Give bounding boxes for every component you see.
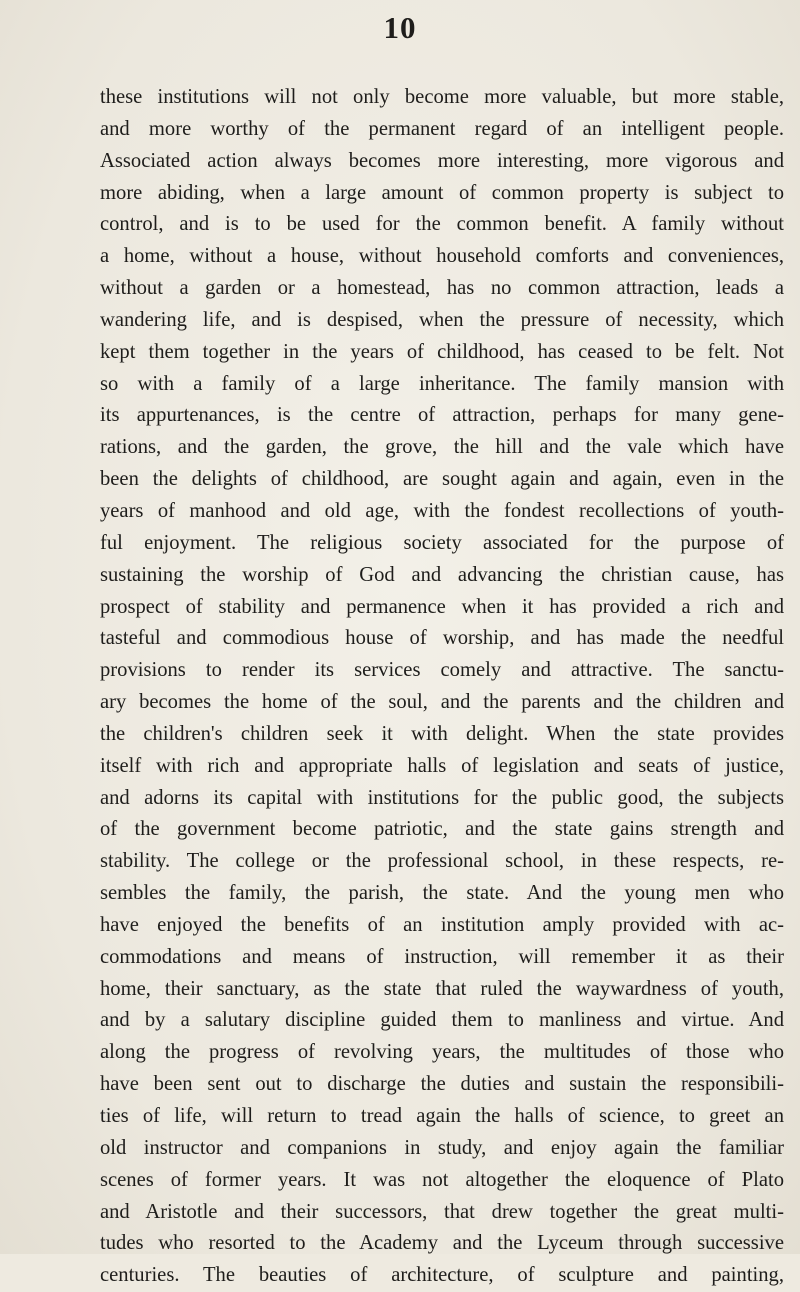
text-line: Associated action always becomes more interesting, more vigorous and xyxy=(100,149,784,172)
text-line: sembles the family, the parish, the state. And the young men who xyxy=(100,882,784,905)
text-line: prospect of stability and permanence when it has provided a rich and xyxy=(100,595,784,618)
text-line: years of manhood and old age, with the fondest recollections of youth- xyxy=(100,499,784,522)
text-line: tasteful and commodious house of worship, and has made the needful xyxy=(100,627,784,650)
text-line: ary becomes the home of the soul, and the parents and the children and xyxy=(100,691,784,714)
text-line: rations, and the garden, the grove, the hill and the vale which have xyxy=(100,436,784,459)
text-line: itself with rich and appropriate halls of legislation and seats of justice, xyxy=(100,754,784,777)
text-line: home, their sanctuary, as the state that ruled the waywardness of youth, xyxy=(100,977,784,1000)
text-line: without a garden or a homestead, has no common attraction, leads a xyxy=(100,277,784,300)
text-line: its appurtenances, is the centre of attraction, perhaps for many gene- xyxy=(100,404,784,427)
text-line: along the progress of revolving years, the multitudes of those who xyxy=(100,1041,784,1064)
text-line: and more worthy of the permanent regard of an intelligent people. xyxy=(100,117,784,140)
text-line: and Aristotle and their successors, that drew together the great multi- xyxy=(100,1200,784,1223)
text-line: centuries. The beauties of architecture, of sculpture and painting, xyxy=(100,1264,784,1287)
text-line: so with a family of a large inheritance. The family mansion with xyxy=(100,372,784,395)
text-line: been the delights of childhood, are sought again and again, even in the xyxy=(100,468,784,491)
text-line: and by a salutary discipline guided them to manliness and virtue. And xyxy=(100,1009,784,1032)
text-line: scenes of former years. It was not altogether the eloquence of Plato xyxy=(100,1168,784,1191)
text-line: tudes who resorted to the Academy and the Lyceum through successive xyxy=(100,1232,784,1255)
text-line: the children's children seek it with delight. When the state provides xyxy=(100,722,784,745)
text-line: kept them together in the years of childhood, has ceased to be felt. Not xyxy=(100,340,784,363)
body-text xyxy=(100,82,784,1292)
text-line: a home, without a house, without household comforts and conveniences, xyxy=(100,245,784,268)
text-line: sustaining the worship of God and advancing the christian cause, has xyxy=(100,563,784,586)
page-number: 10 xyxy=(383,10,417,45)
text-line: have been sent out to discharge the duties and sustain the responsibili- xyxy=(100,1073,784,1096)
text-line: ties of life, will return to tread again the halls of science, to greet an xyxy=(100,1105,784,1127)
text-line: old instructor and companions in study, and enjoy again the familiar xyxy=(100,1136,784,1159)
text-line: ful enjoyment. The religious society associated for the purpose of xyxy=(100,531,784,554)
text-line: wandering life, and is despised, when the pressure of necessity, which xyxy=(100,308,784,331)
text-line: provisions to render its services comely and attractive. The sanctu- xyxy=(100,659,784,682)
text-line: stability. The college or the professional school, in these respects, re- xyxy=(100,850,784,873)
text-line: of the government become patriotic, and the state gains strength and xyxy=(100,818,784,841)
text-line: and adorns its capital with institutions for the public good, the subjects xyxy=(100,786,784,809)
text-line: these institutions will not only become more valuable, but more stable, xyxy=(100,86,784,108)
text-line: control, and is to be used for the common benefit. A family without xyxy=(100,213,784,236)
text-line: more abiding, when a large amount of common property is subject to xyxy=(100,181,784,204)
text-line: commodations and means of instruction, will remember it as their xyxy=(100,945,784,968)
text-line: have enjoyed the benefits of an institution amply provided with ac- xyxy=(100,913,784,936)
